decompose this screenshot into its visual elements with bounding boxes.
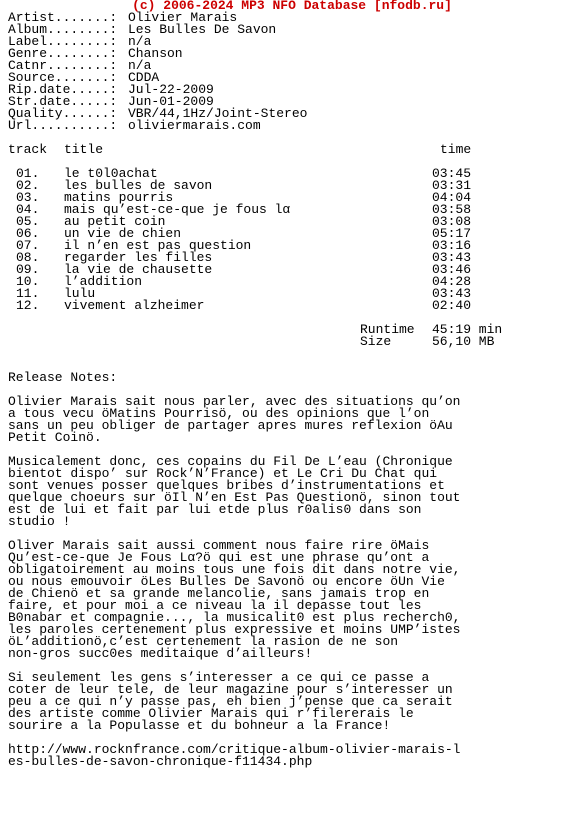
release-notes-line: http://www.rocknfrance.com/critique-album-olivier-marais-l [8,742,461,757]
release-notes-line: sont venues posser quelques bribes d’instrumentations et [8,478,445,493]
info-value: oliviermarais.com [128,118,261,133]
track-time: 03:43 [432,286,472,301]
track-number: 02. [16,178,40,193]
info-label: Str.date.....: [8,94,118,109]
release-notes-line: de Chienö et sa grande melancolie, sans jamais trop en [8,586,430,601]
release-notes-line: Si seulement les gens s’interesser a ce qui ce passe a [8,670,430,685]
info-value: Jul-22-2009 [128,82,214,97]
track-title: le t0l0achat [64,166,158,181]
info-value: Olivier Marais [128,10,238,25]
release-notes-line: es-bulles-de-savon-chronique-f11434.php [8,754,313,769]
runtime-value: 45:19 min [432,322,503,337]
release-notes-line: est de lui et fait par lui etde plus r0alis0 dans son [8,502,422,517]
release-notes-heading: Release Notes: [8,370,118,385]
runtime-label: Runtime [360,322,415,337]
release-notes-line: peu a ce qui n’y passe pas, eh bien j’pense que ca serait [8,694,453,709]
release-notes-line: des artiste comme Olivier Marais qui r’filererais le [8,706,414,721]
info-label: Rip.date.....: [8,82,118,97]
title-column-header: title [64,142,104,157]
size-label: Size [360,334,392,349]
track-title: vivement alzheimer [64,298,205,313]
track-title: mais qu’est-ce-que je fous lα [64,202,291,217]
track-time: 05:17 [432,226,472,241]
track-time: 02:40 [432,298,472,313]
track-time: 03:16 [432,238,472,253]
release-notes-line: ou nous emouvoir öLes Bulles De Savonö ou encore öUn Vie [8,574,445,589]
info-value: Chanson [128,46,183,61]
track-time: 03:46 [432,262,472,277]
release-notes-line: sans un peu obliger de partager apres mures reflexion öAu [8,418,453,433]
track-time: 04:04 [432,190,472,205]
track-number: 10. [16,274,40,289]
info-label: Source.......: [8,70,118,85]
track-title: il n’en est pas question [64,238,252,253]
release-notes-line: studio ! [8,514,71,529]
track-number: 11. [16,286,40,301]
info-label: Label........: [8,34,118,49]
track-time: 03:58 [432,202,472,217]
release-notes-line: obligatoirement au moins tous une fois dit dans notre vie, [8,562,461,577]
track-time: 03:08 [432,214,472,229]
release-notes-line: bientot dispo’ sur Rock’N’France) et Le Cri Du Chat qui [8,466,438,481]
release-notes-line: B0nabar et compagnie..., la musicalit0 est plus recherch0, [8,610,461,625]
info-value: CDDA [128,70,160,85]
track-number: 06. [16,226,40,241]
info-label: Genre........: [8,46,118,61]
info-value: Les Bulles De Savon [128,22,277,37]
track-title: la vie de chausette [64,262,213,277]
info-value: Jun-01-2009 [128,94,214,109]
release-notes-line: les paroles certenement plus expressive et moins UMP’istes [8,622,461,637]
release-notes-line: quelque choeurs sur öIl N’en Est Pas Questionö, sinon tout [8,490,461,505]
track-title: l’addition [64,274,143,289]
info-label: Quality......: [8,106,118,121]
track-number: 01. [16,166,40,181]
info-label: Url..........: [8,118,118,133]
track-number: 04. [16,202,40,217]
track-title: regarder les filles [64,250,213,265]
track-title: lulu [64,286,96,301]
release-notes-line: Olivier Marais sait nous parler, avec des situations qu’on [8,394,461,409]
track-number: 08. [16,250,40,265]
release-notes-line: a tous vecu öMatins Pourrisö, ou des opinions que l’on [8,406,430,421]
time-column-header: time [440,142,472,157]
release-notes-line: Qu’est-ce-que Je Fous Lα?ö qui est une phrase qu’ont a [8,550,430,565]
track-title: matins pourris [64,190,174,205]
track-title: au petit coin [64,214,166,229]
track-time: 03:43 [432,250,472,265]
release-notes-line: Petit Coinö. [8,430,102,445]
track-time: 04:28 [432,274,472,289]
release-notes-line: öL’additionö,c’est certenement la rasion de ne son [8,634,399,649]
release-notes-line: coter de leur tele, de leur magazine pour s’interesser un [8,682,453,697]
info-label: Catnr........: [8,58,118,73]
track-number: 09. [16,262,40,277]
release-notes-line: sourire a la Populasse et du bohneur a la France! [8,718,391,733]
nfodb-banner: (c) 2006-2024 MP3 NFO Database [nfodb.ru] [132,0,452,13]
track-number: 05. [16,214,40,229]
info-label: Album........: [8,22,118,37]
track-column-header: track [8,142,48,157]
track-title: un vie de chien [64,226,182,241]
track-number: 12. [16,298,40,313]
release-notes-line: Oliver Marais sait aussi comment nous faire rire öMais [8,538,430,553]
info-label: Artist.......: [8,10,118,25]
release-notes-line: Musicalement donc, ces copains du Fil De L’eau (Chronique [8,454,453,469]
track-time: 03:31 [432,178,472,193]
size-value: 56,10 MB [432,334,495,349]
release-notes-line: faire, et pour moi a ce niveau la il depasse tout les [8,598,422,613]
track-number: 03. [16,190,40,205]
info-value: n/a [128,34,152,49]
release-notes-line: non-gros succ0es meditaique d’ailleurs! [8,646,313,661]
info-value: VBR/44,1Hz/Joint-Stereo [128,106,308,121]
track-time: 03:45 [432,166,472,181]
track-number: 07. [16,238,40,253]
info-value: n/a [128,58,152,73]
track-title: les bulles de savon [64,178,213,193]
